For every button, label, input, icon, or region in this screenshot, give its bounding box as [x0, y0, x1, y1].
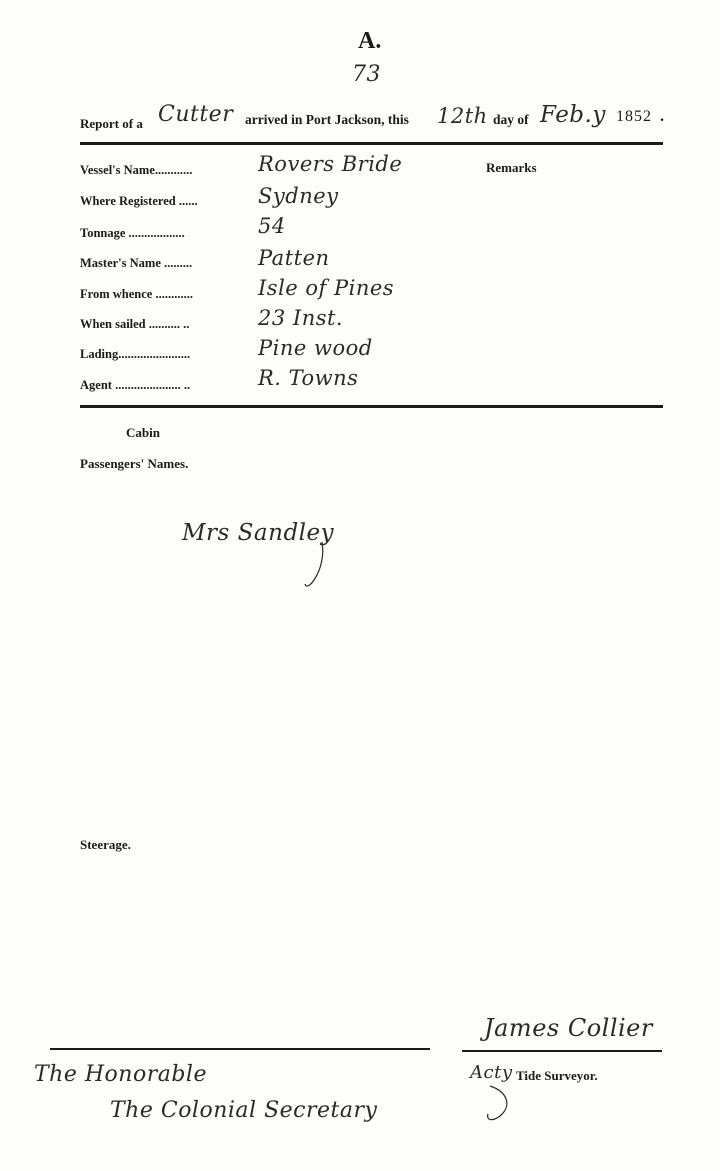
- form-number: 73: [352, 62, 381, 87]
- where-registered-label: Where Registered ......: [80, 194, 198, 208]
- when-sailed-value: 23 Inst.: [258, 306, 344, 330]
- header-rule: [80, 142, 663, 145]
- agent-label: Agent ..................... ..: [80, 378, 191, 392]
- fields-rule: [80, 405, 663, 408]
- tonnage-label: Tonnage ..................: [80, 226, 185, 240]
- vessel-name-label: Vessel's Name............: [80, 163, 193, 177]
- cabin-label: Cabin: [126, 425, 160, 440]
- agent-value: R. Towns: [258, 366, 359, 390]
- addressee-line2: The Colonial Secretary: [110, 1098, 378, 1123]
- passengers-label: Passengers' Names.: [80, 456, 189, 471]
- day-value: 12th: [437, 104, 488, 128]
- year-value: 1852: [616, 108, 652, 125]
- passenger-flourish: [300, 540, 340, 590]
- month-value: Feb.y: [540, 102, 606, 128]
- remarks-label: Remarks: [486, 160, 537, 175]
- masters-name-value: Patten: [258, 246, 330, 270]
- vessel-type-value: Cutter: [158, 102, 234, 127]
- lading-label: Lading.......................: [80, 347, 191, 361]
- from-whence-label: From whence ............: [80, 287, 193, 301]
- report-prefix: Report of a: [80, 116, 143, 131]
- masters-name-label: Master's Name .........: [80, 256, 193, 270]
- when-sailed-label: When sailed .......... ..: [80, 317, 190, 331]
- tonnage-value: 54: [258, 214, 286, 238]
- vessel-name-value: Rovers Bride: [258, 152, 403, 176]
- passenger-name: Mrs Sandley: [182, 520, 335, 546]
- signature-flourish: [478, 1082, 528, 1132]
- where-registered-value: Sydney: [258, 184, 339, 208]
- year-period: .: [660, 108, 664, 125]
- signature-name: James Collier: [484, 1014, 653, 1042]
- steerage-label: Steerage.: [80, 837, 131, 852]
- addressee-rule: [50, 1048, 430, 1050]
- form-letter: A.: [358, 28, 382, 54]
- from-whence-value: Isle of Pines: [258, 276, 395, 300]
- day-word: day of: [493, 112, 529, 127]
- arrived-text: arrived in Port Jackson, this: [245, 112, 409, 127]
- signature-role: Tide Surveyor.: [516, 1068, 598, 1083]
- signature-prefix: Acty: [470, 1062, 513, 1083]
- signature-rule: [462, 1050, 662, 1052]
- lading-value: Pine wood: [258, 336, 373, 360]
- addressee-line1: The Honorable: [34, 1062, 207, 1087]
